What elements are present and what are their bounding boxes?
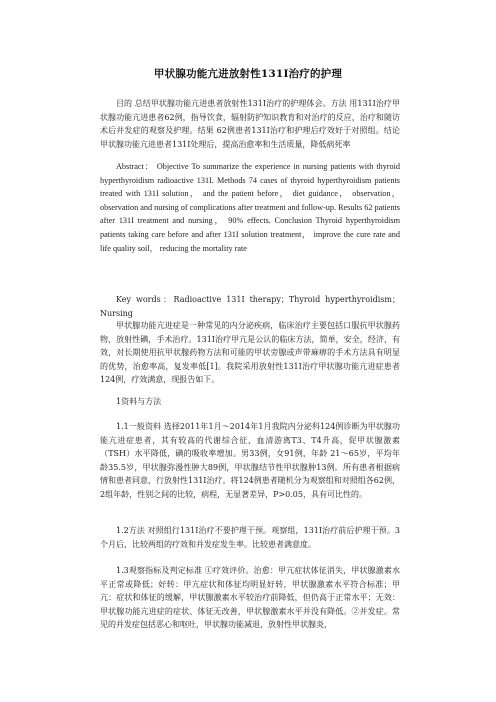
- english-abstract: Abstract： Objective To summarize the experience in nursing patients with thyroid hyperthyroidism radioactive 131I. Methods 74 cases of thyroid hyperthyroidism patients treated with 131I solution， and the patient before， diet guidance， observation， observation and nursing of complications after treatment and follow-up. Results 62 patients after 131I treatment and nursing， 90% effects. Conclusion Thyroid hyperthyroidism patients taking care before and after 131I solution treatment， improve the cure rate and life quality soil， reducing the mortality rate: [100, 162, 400, 253]
- chinese-abstract: 目的 总结甲状腺功能亢进患者放射性131I治疗的护理体会。方法 用131I治疗甲状腺功能亢进患者62例，指导饮食，辐射防护知识教育和对治疗的反应，治疗和随访术后并发症的观察及护理。结果 62例患者131I治疗和护理后疗效好于对照组。结论 甲状腺功能亢进患者131I处理后，提高治愈率和生活质量，降低病死率: [100, 99, 400, 149]
- introduction-paragraph: 甲状腺功能亢进症是一种常见的内分泌疾病，临床治疗主要包括口服抗甲状腺药物，放射性碘，手术治疗。131I治疗甲亢是公认的临床方法，简单，安全，经济，有效，对长期使用抗甲状腺药物方法和可能的甲状旁腺或声带麻痹的手术方法具有明显的优势，治愈率高，复发率低[1]。我院采用放射性131I治疗甲状腺功能亢进症患者124例，疗效满意，现报告如下。: [100, 321, 400, 385]
- general-data-paragraph: 1.1一般资料 选择2011年1月～2014年1月我院内分泌科124例诊断为甲状腺功能亢进症患者，其有较高的代谢综合征，血清游离T3、T4升高，促甲状腺激素（TSH）水平降低，碘的吸收率增加。男33例，女91例，年龄 21～65岁，平均年龄35.5岁，甲状腺弥漫性肿大89例，甲状腺结节性甲状腺肿13例。所有患者根据病情和患者同意，行放射性131I治疗。将124例患者随机分为观察组和对照组各62例，2组年龄，性别之间的比较，病程，无显著差异，P>0.05，具有可比性的。: [100, 422, 400, 499]
- paper-title: 甲状腺功能亢进放射性131I治疗的护理: [153, 68, 343, 80]
- section-heading: 1资料与方法: [116, 397, 162, 406]
- keywords: Key words：Radioactive 131I therapy；Thyroid hyperthyroidism； Nursing: [100, 295, 400, 318]
- observation-criteria-paragraph: 1.3观察指标及判定标准 ①疗效评价。治愈：甲亢症状体征消失，甲状腺激素水平正常或降低；好转：甲亢症状和体征均明显好转，甲状腺激素水平符合标准；甲亢：症状和体征的缓解，甲状腺激素水平较治疗前降低，但仍高于正常水平；无效：甲状腺功能亢进症的症状、体征无改善，甲状腺激素水平并没有降低。②并发症。常见的并发症包括恶心和呕吐，甲状腺功能减退，放射性甲状腺炎，: [100, 566, 400, 630]
- methods-paragraph: 1.2方法 对照组行131I治疗不要护理干预。观察组，131I治疗前后护理干预。3个月后，比较两组的疗效和并发症发生率。比较患者满意度。: [100, 526, 400, 549]
